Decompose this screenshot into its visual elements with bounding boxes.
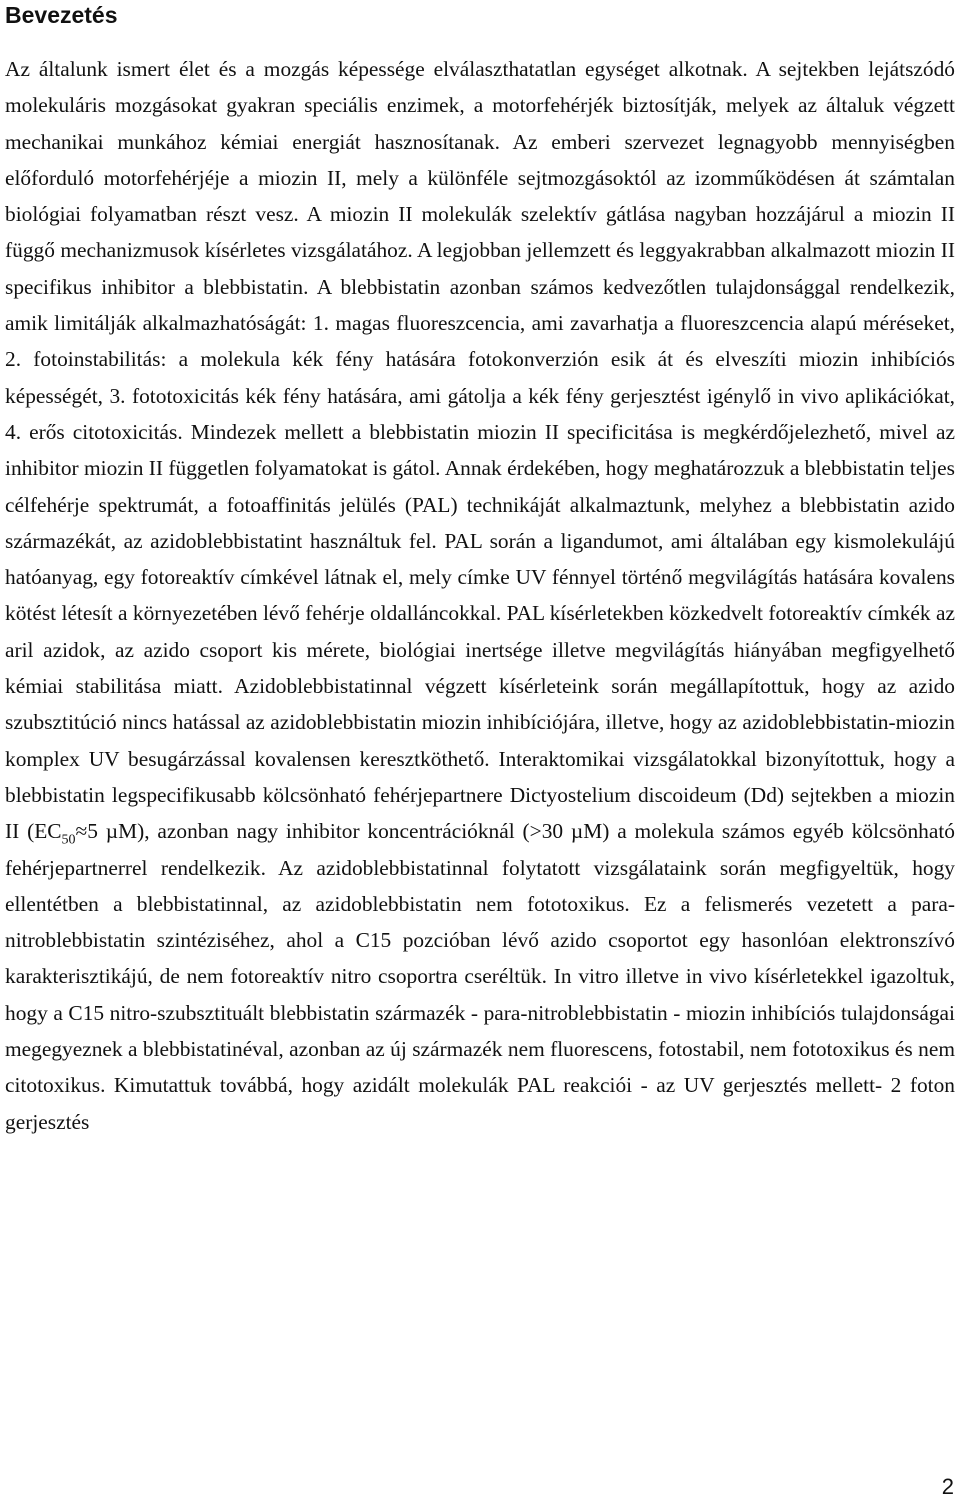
- paragraph-text-part-1: Az általunk ismert élet és a mozgás képessége elválaszthatatlan egységet alkotnak. A sejtekben lejátszódó molekuláris mozgásokat gyakran speciális enzimek, a motorfehérjék biztosítják, melyek az általuk végzett mechanikai munkához kémiai energiát hasznosítanak. Az emberi szervezet legnagyobb mennyiségben előforduló motorfehérjéje a miozin II, mely a különféle sejtmozgásoktól az izomműködésen át számtalan biológiai folyamatban részt vesz. A miozin II molekulák szelektív gátlása nagyban hozzájárul a miozin II függő mechanizmusok kísérletes vizsgálatához. A legjobban jellemzett és leggyakrabban alkalmazott miozin II specifikus inhibitor a blebbistatin. A blebbistatin azonban számos kedvezőtlen tulajdonsággal rendelkezik, amik limitálják alkalmazhatóságát: 1. magas fluoreszcencia, ami zavarhatja a fluoreszcencia alapú méréseket, 2. fotoinstabilitás: a molekula kék fény hatására fotokonverzión esik át és elveszíti miozin inhibíciós képességét, 3. fototoxicitás kék fény hatására, ami gátolja a kék fény gerjesztést igénylő in vivo aplikációkat, 4. erős citotoxicitás. Mindezek mellett a blebbistatin miozin II specificitása is megkérdőjelezhető, mivel az inhibitor miozin II független folyamatokat is gátol. Annak érdekében, hogy meghatározzuk a blebbistatin teljes célfehérje spektrumát, a fotoaffinitás jelülés (PAL) technikáját alkalmaztunk, melyhez a blebbistatin azido származékát, az azidoblebbistatint használtuk fel. PAL során a ligandumot, ami általában egy kismolekulájú hatóanyag, egy fotoreaktív címkével látnak el, mely címke UV fénnyel történő megvilágítás hatására kovalens kötést létesít a környezetében lévő fehérje oldalláncokkal. PAL kísérletekben közkedvelt fotoreaktív címkék az aril azidok, az azido csoport kis mérete, biológiai inertsége illetve megvilágítás hiányában megfigyelhető kémiai stabilitása miatt. Azidoblebbistatinnal végzett kísérleteink során megállapítottuk, hogy az azido szubsztitúció nincs hatással az azidoblebbistatin miozin inhibíciójára, illetve, hogy az azidoblebbistatin-miozin komplex UV besugárzással kovalensen keresztköthető. Interaktomikai vizsgálatokkal bizonyítottuk, hogy a blebbistatin legspecifikusabb kölcsönható fehérjepartnere Dictyostelium discoideum (Dd) sejtekben a miozin II (EC: [5, 57, 955, 844]
- page-number: 2: [941, 1474, 954, 1499]
- paragraph-text-part-2: ≈5 µM), azonban nagy inhibitor koncentrációknál (>30 µM) a molekula számos egyéb kölcsönható fehérjepartnerrel rendelkezik. Az azidoblebbistatinnal folytatott vizsgálataink során megfigyeltük, hogy ellentétben a blebbistatinnal, az azidoblebbistatin nem fototoxikus. Ez a felismerés vezetett a para-nitroblebbistatin szintéziséhez, ahol a C15 pozcióban lévő azido csoportot egy hasonlóan elektronszívó karakterisztikájú, de nem fotoreaktív nitro csoportra cseréltük. In vitro illetve in vivo kísérletekkel igazoltuk, hogy a C15 nitro-szubsztituált blebbistatin származék - para-nitroblebbistatin - miozin inhibíciós tulajdonságai megegyeznek a blebbistatinéval, azonban az új származék nem fluorescens, fotostabil, nem fototoxikus és nem citotoxikus. Kimutattuk továbbá, hogy azidált molekulák PAL reakciói - az UV gerjesztés mellett- 2 foton gerjesztés: [5, 819, 955, 1134]
- section-heading: Bevezetés: [5, 2, 118, 28]
- body-paragraph: [5, 51, 955, 1140]
- ec50-subscript: 50: [61, 832, 76, 848]
